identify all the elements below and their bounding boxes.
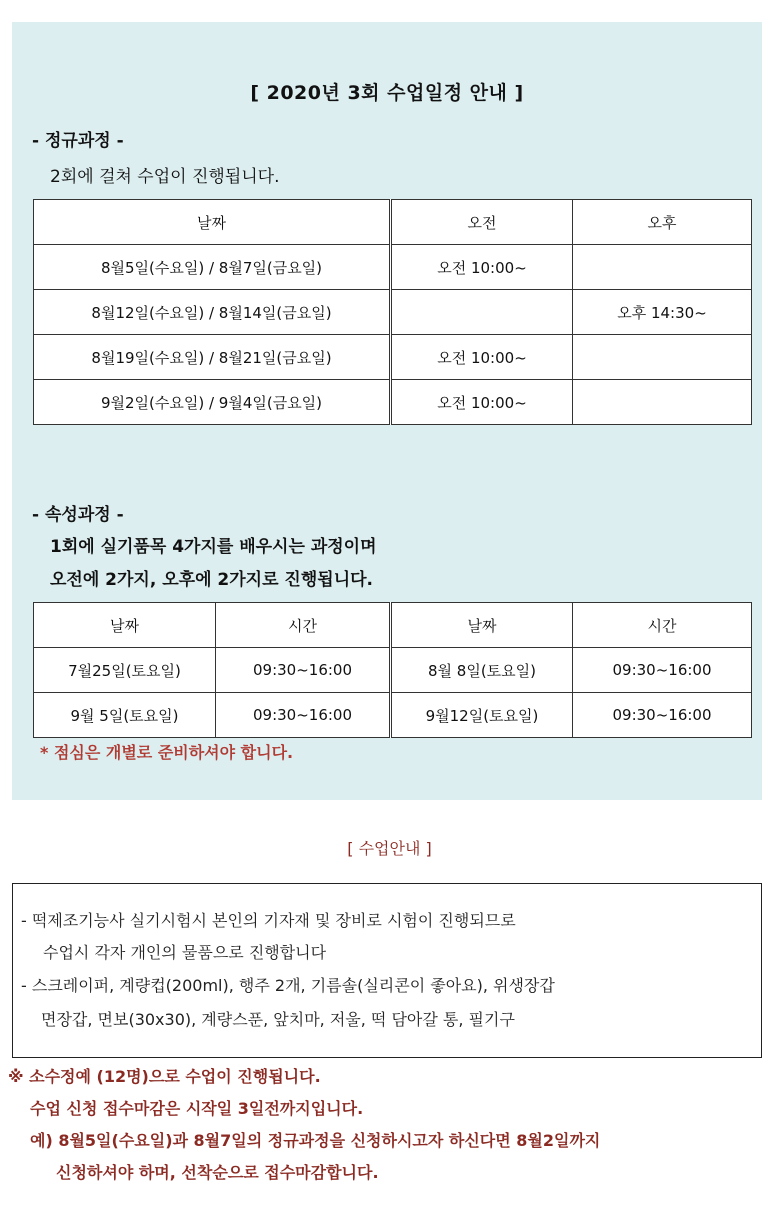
date-cell: 8월5일(수요일) / 8월7일(금요일) (34, 245, 391, 290)
table-row (34, 245, 752, 290)
date-cell: 8월19일(수요일) / 8월21일(금요일) (34, 335, 391, 380)
intensive-course-heading: - 속성과정 - (32, 505, 124, 525)
pm-cell (573, 335, 752, 380)
header-time: 시간 (573, 603, 752, 648)
regular-course-heading: - 정규과정 - (32, 131, 124, 151)
am-cell: 오전 10:00~ (391, 245, 573, 290)
time-cell: 09:30~16:00 (216, 648, 391, 693)
date-cell: 9월2일(수요일) / 9월4일(금요일) (34, 380, 391, 425)
date-cell: 8월12일(수요일) / 8월14일(금요일) (34, 290, 391, 335)
page-title: [ 2020년 3회 수업일정 안내 ] (250, 82, 524, 104)
am-cell: 오전 10:00~ (391, 380, 573, 425)
am-cell: 오전 10:00~ (391, 335, 573, 380)
intensive-schedule-table (33, 602, 752, 738)
regular-course-description: 2회에 걸쳐 수업이 진행됩니다. (50, 167, 280, 187)
header-am: 오전 (391, 200, 573, 245)
info-box (12, 883, 762, 1058)
pm-cell (573, 245, 752, 290)
note-line-3: 예) 8월5일(수요일)과 8월7일의 정규과정을 신청하시고자 하신다면 8월2일까지 (30, 1131, 601, 1150)
note-line-4: 신청하셔야 하며, 선착순으로 접수마감합니다. (56, 1163, 379, 1182)
date-cell: 7월25일(토요일) (34, 648, 216, 693)
schedule-panel (12, 22, 762, 800)
header-date: 날짜 (34, 200, 391, 245)
info-line-4: 면장갑, 면보(30x30), 계량스푼, 앞치마, 저울, 떡 담아갈 통, 필기구 (41, 1010, 515, 1029)
note-line-1: ※ 소수정예 (12명)으로 수업이 진행됩니다. (8, 1067, 321, 1086)
intensive-course-description-2: 오전에 2가지, 오후에 2가지로 진행됩니다. (50, 570, 373, 590)
am-cell (391, 290, 573, 335)
pm-cell (573, 380, 752, 425)
table-row (34, 335, 752, 380)
info-title: [ 수업안내 ] (347, 839, 432, 858)
info-line-2: 수업시 각자 개인의 물품으로 진행합니다 (43, 943, 327, 962)
header-date: 날짜 (391, 603, 573, 648)
header-pm: 오후 (573, 200, 752, 245)
header-date: 날짜 (34, 603, 216, 648)
date-cell: 8월 8일(토요일) (391, 648, 573, 693)
table-header-row (34, 200, 752, 245)
lunch-note: * 점심은 개별로 준비하셔야 합니다. (40, 743, 294, 762)
table-row (34, 648, 752, 693)
date-cell: 9월12일(토요일) (391, 693, 573, 738)
note-line-2: 수업 신청 접수마감은 시작일 3일전까지입니다. (30, 1099, 364, 1118)
time-cell: 09:30~16:00 (216, 693, 391, 738)
info-line-3: - 스크레이퍼, 계량컵(200ml), 행주 2개, 기름솔(실리콘이 좋아요), 위생장갑 (21, 976, 555, 995)
table-header-row (34, 603, 752, 648)
table-row (34, 693, 752, 738)
info-line-1: - 떡제조기능사 실기시험시 본인의 기자재 및 장비로 시험이 진행되므로 (21, 911, 516, 930)
time-cell: 09:30~16:00 (573, 648, 752, 693)
date-cell: 9월 5일(토요일) (34, 693, 216, 738)
time-cell: 09:30~16:00 (573, 693, 752, 738)
intensive-course-description-1: 1회에 실기품목 4가지를 배우시는 과정이며 (50, 537, 377, 557)
table-row (34, 380, 752, 425)
pm-cell: 오후 14:30~ (573, 290, 752, 335)
table-row (34, 290, 752, 335)
header-time: 시간 (216, 603, 391, 648)
regular-schedule-table (33, 199, 752, 425)
